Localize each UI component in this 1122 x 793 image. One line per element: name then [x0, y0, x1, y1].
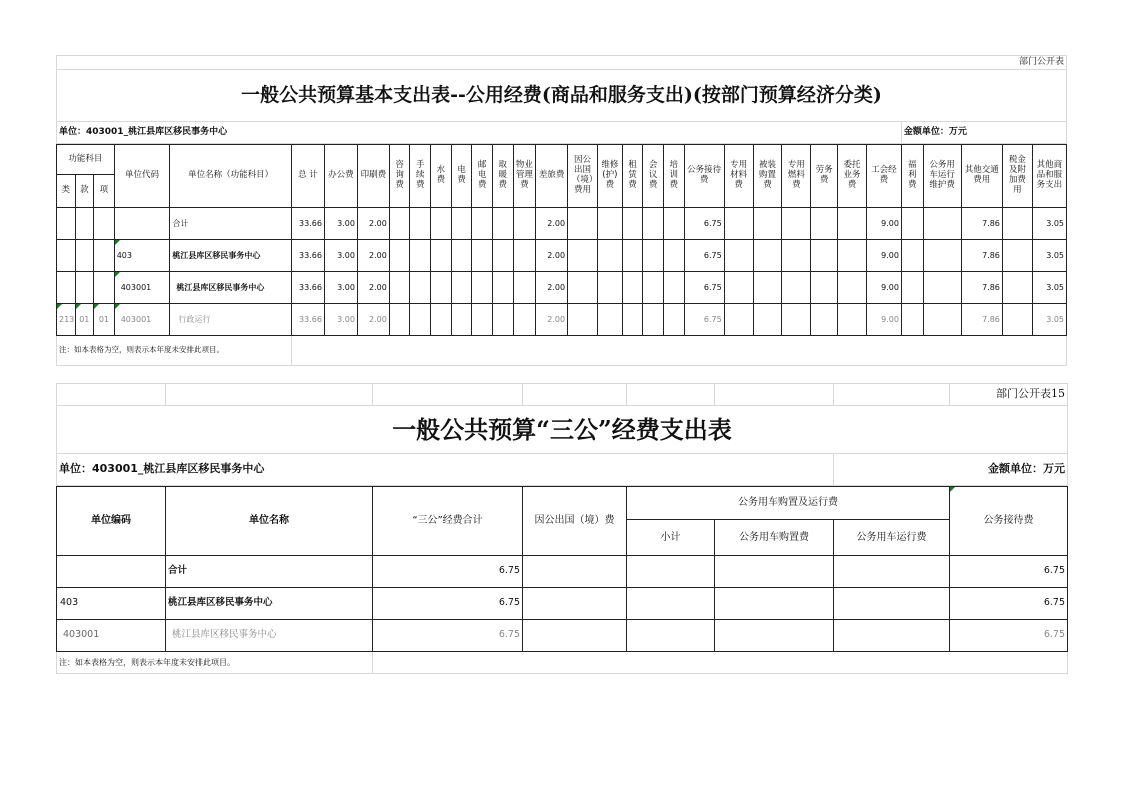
table1-cell-value	[1002, 240, 1032, 272]
table1-cell-value	[724, 208, 753, 240]
table1-cell-value	[568, 304, 598, 336]
table1-cell-value	[923, 208, 961, 240]
table2-header-unit-name: 单位名称	[166, 487, 373, 556]
table1-section	[56, 55, 1067, 366]
table2-cell-reception: 6.75	[950, 588, 1068, 620]
table1-cell-value	[901, 240, 923, 272]
table1-cell-value: 7.86	[961, 272, 1002, 304]
table2-cell-subtotal	[627, 556, 715, 588]
table1-cell-value	[643, 208, 664, 240]
table1-cell-xiang	[94, 272, 115, 304]
table1-cell-kuan	[75, 240, 94, 272]
table2-header-subtotal: 小计	[627, 520, 715, 556]
table1-cell-value: 3.05	[1032, 272, 1066, 304]
table2-cell-code: 403001	[57, 620, 166, 652]
table1-cell-value	[431, 304, 452, 336]
table2-cell-reception: 6.75	[950, 556, 1068, 588]
table1-header-col-22: 福利费	[901, 145, 923, 208]
table2-header-total: “三公”经费合计	[373, 487, 523, 556]
table1-cell-value	[513, 240, 536, 272]
table1-cell-value	[811, 208, 838, 240]
table1-cell-kuan	[75, 272, 94, 304]
table1-cell-value	[923, 240, 961, 272]
table1-title: 一般公共预算基本支出表--公用经费(商品和服务支出)(按部门预算经济分类)	[57, 70, 1067, 122]
table1-cell-value	[663, 240, 684, 272]
table1-cell-value	[643, 272, 664, 304]
table2-header-car-purchase: 公务用车购置费	[715, 520, 834, 556]
table2-cell-code	[57, 556, 166, 588]
table2-cell-abroad	[523, 556, 627, 588]
table2-cell-name: 桃江县库区移民事务中心	[166, 588, 373, 620]
table1-cell-value	[663, 208, 684, 240]
table1-cell-value	[389, 272, 410, 304]
table1-header-col-2: 咨询费	[389, 145, 410, 208]
table1-header-col-25: 税金及附加费用	[1002, 145, 1032, 208]
table1-header-col-0: 办公费	[324, 145, 357, 208]
table1-cell-value	[622, 240, 643, 272]
table1-cell-value	[663, 272, 684, 304]
table1-header-col-9: 差旅费	[536, 145, 568, 208]
table2-row	[57, 556, 1068, 588]
table1-cell-value	[622, 272, 643, 304]
table1-cell-value	[451, 208, 472, 240]
table2-cell-code: 403	[57, 588, 166, 620]
table1-header-col-13: 会议费	[643, 145, 664, 208]
table2-cell-abroad	[523, 620, 627, 652]
table1-cell-value	[622, 208, 643, 240]
table1-cell-xiang: 01	[94, 304, 115, 336]
table1-header-col-17: 被装购置费	[753, 145, 782, 208]
table1-cell-value: 7.86	[961, 304, 1002, 336]
table1-cell-value	[838, 240, 867, 272]
table1-cell-value: 3.00	[324, 240, 357, 272]
table1-cell-value: 9.00	[866, 240, 901, 272]
table1-cell-name: 桃江县库区移民事务中心	[170, 240, 292, 272]
table1-cell-value: 3.00	[324, 304, 357, 336]
table1-header-func-subject: 功能科目	[57, 145, 115, 175]
table2-grid	[56, 486, 1068, 674]
table1-cell-value: 2.00	[536, 272, 568, 304]
table1-header-col-1: 印刷费	[357, 145, 389, 208]
table1-cell-value	[431, 208, 452, 240]
table1-cell-code: 403001	[114, 272, 170, 304]
table1-cell-name: 合计	[170, 208, 292, 240]
table1-cell-value	[472, 208, 493, 240]
table1-cell-value	[901, 272, 923, 304]
table1-header-col-19: 劳务费	[811, 145, 838, 208]
table2-cell-total: 6.75	[373, 556, 523, 588]
table2-unit: 单位：403001_桃江县库区移民事务中心	[57, 454, 834, 486]
table1-header-kuan: 款	[75, 175, 94, 208]
table1-cell-value: 3.05	[1032, 304, 1066, 336]
table1-cell-value: 9.00	[866, 304, 901, 336]
table1-cell-value	[643, 240, 664, 272]
table1-cell-value: 6.75	[684, 272, 724, 304]
table1-header-col-23: 公务用车运行维护费	[923, 145, 961, 208]
table1-cell-value	[1002, 272, 1032, 304]
table1-cell-value	[568, 272, 598, 304]
table2-cell-purchase	[715, 556, 834, 588]
table2-section	[56, 383, 1067, 674]
table1-cell-value	[451, 240, 472, 272]
table1-cell-value: 6.75	[684, 240, 724, 272]
table1-header-col-3: 手续费	[410, 145, 431, 208]
table1-header-col-21: 工会经费	[866, 145, 901, 208]
table1-cell-value	[431, 272, 452, 304]
table1-amount-unit: 金额单位：万元	[901, 122, 1066, 144]
table1-cell-value	[513, 272, 536, 304]
table1-cell-value	[643, 304, 664, 336]
table1-cell-value: 2.00	[357, 304, 389, 336]
table1-cell-value	[568, 240, 598, 272]
table2-amount-unit: 金额单位：万元	[834, 454, 1068, 486]
table1-header-col-20: 委托业务费	[838, 145, 867, 208]
table1-header-col-8: 物业管理费	[513, 145, 536, 208]
table2-header-car-run: 公务用车运行费	[834, 520, 950, 556]
table2-row	[57, 588, 1068, 620]
table2-cell-subtotal	[627, 620, 715, 652]
table1-cell-value	[811, 272, 838, 304]
table1-cell-value	[451, 304, 472, 336]
table1-cell-value	[472, 304, 493, 336]
table1-cell-value	[901, 304, 923, 336]
table2-corner-label: 部门公开表15	[950, 384, 1068, 406]
table1-cell-value	[472, 240, 493, 272]
table1-header-xiang: 项	[94, 175, 115, 208]
table1-cell-value	[1002, 304, 1032, 336]
table1-cell-value: 2.00	[536, 240, 568, 272]
table2-cell-abroad	[523, 588, 627, 620]
table1-cell-total: 33.66	[291, 240, 324, 272]
table1-cell-value	[472, 272, 493, 304]
table2-header-unit-code: 单位编码	[57, 487, 166, 556]
table1-cell-value: 7.86	[961, 208, 1002, 240]
table1-cell-value: 2.00	[536, 208, 568, 240]
table1-row	[57, 240, 1067, 272]
table1-cell-value	[597, 272, 622, 304]
table1-header-col-18: 专用燃料费	[782, 145, 811, 208]
table1-cell-total: 33.66	[291, 304, 324, 336]
table1-cell-value	[1002, 208, 1032, 240]
table1-cell-value	[753, 272, 782, 304]
table1-cell-lei: 213	[57, 304, 76, 336]
table1-cell-value	[410, 240, 431, 272]
table1-cell-value	[513, 208, 536, 240]
table1-cell-value	[389, 304, 410, 336]
table1-cell-value	[811, 304, 838, 336]
table2-note: 注：如本表格为空，则表示本年度未安排此项目。	[57, 652, 373, 674]
table1-cell-value: 3.00	[324, 208, 357, 240]
table1-cell-value	[838, 304, 867, 336]
table2-row	[57, 620, 1068, 652]
table1-cell-value	[410, 208, 431, 240]
table2-cell-run	[834, 556, 950, 588]
table1-row	[57, 208, 1067, 240]
table1-cell-value	[901, 208, 923, 240]
table1-cell-kuan	[75, 208, 94, 240]
table1-cell-kuan: 01	[75, 304, 94, 336]
table1-cell-value	[431, 240, 452, 272]
table1-header-col-10: 因公出国（境）费用	[568, 145, 598, 208]
table1-cell-value	[389, 208, 410, 240]
table1-cell-value	[492, 208, 513, 240]
table1-cell-value	[782, 240, 811, 272]
table1-cell-code: 403	[114, 240, 170, 272]
table1-cell-lei	[57, 240, 76, 272]
table1-cell-value	[410, 272, 431, 304]
table1-cell-lei	[57, 208, 76, 240]
table2-header-abroad: 因公出国（境）费	[523, 487, 627, 556]
table2-cell-name: 桃江县库区移民事务中心	[166, 620, 373, 652]
table2-cell-purchase	[715, 620, 834, 652]
table1-cell-total: 33.66	[291, 272, 324, 304]
table1-header-lei: 类	[57, 175, 76, 208]
table1-cell-value	[838, 272, 867, 304]
table1-cell-value	[513, 304, 536, 336]
table1-cell-value	[597, 240, 622, 272]
table1-header-col-14: 培训费	[663, 145, 684, 208]
table1-cell-value: 3.00	[324, 272, 357, 304]
table1-cell-name: 桃江县库区移民事务中心	[170, 272, 292, 304]
table1-cell-value	[597, 304, 622, 336]
table1-cell-value	[782, 208, 811, 240]
table2-cell-name: 合计	[166, 556, 373, 588]
table1-cell-value	[782, 272, 811, 304]
table2-cell-purchase	[715, 588, 834, 620]
table1-cell-value	[753, 208, 782, 240]
table1-cell-value: 6.75	[684, 208, 724, 240]
table1-cell-value	[663, 304, 684, 336]
table1-cell-value	[782, 304, 811, 336]
table1-header-unit-code: 单位代码	[114, 145, 170, 208]
table1-cell-value	[811, 240, 838, 272]
table2-cell-subtotal	[627, 588, 715, 620]
table1-cell-code: 403001	[114, 304, 170, 336]
table1-cell-xiang	[94, 208, 115, 240]
table1-header-col-7: 取暖费	[492, 145, 513, 208]
table1-header-col-24: 其他交通费用	[961, 145, 1002, 208]
table2-header-reception: 公务接待费	[950, 487, 1068, 556]
table1-cell-value	[410, 304, 431, 336]
table2-cell-total: 6.75	[373, 620, 523, 652]
table1-cell-value	[389, 240, 410, 272]
table1-cell-value	[492, 272, 513, 304]
table1-cell-value	[597, 208, 622, 240]
table1-header-col-26: 其他商品和服务支出	[1032, 145, 1066, 208]
table1-cell-value: 2.00	[357, 240, 389, 272]
table1-grid	[56, 144, 1067, 366]
table1-cell-value	[923, 272, 961, 304]
table1-header-col-4: 水费	[431, 145, 452, 208]
table1-cell-value: 7.86	[961, 240, 1002, 272]
table1-header-col-5: 电费	[451, 145, 472, 208]
table1-unit: 单位：403001_桃江县库区移民事务中心	[57, 122, 902, 144]
table1-cell-value: 2.00	[357, 208, 389, 240]
table1-cell-value	[753, 240, 782, 272]
table1-header-col-15: 公务接待费	[684, 145, 724, 208]
table1-row	[57, 272, 1067, 304]
table1-cell-value	[724, 240, 753, 272]
table1-header-col-16: 专用材料费	[724, 145, 753, 208]
table1-cell-lei	[57, 272, 76, 304]
table2-title: 一般公共预算“三公”经费支出表	[57, 406, 1068, 454]
table1-cell-value: 9.00	[866, 272, 901, 304]
table1-cell-value	[724, 304, 753, 336]
table2-header-car-group: 公务用车购置及运行费	[627, 487, 950, 520]
table1-cell-value	[568, 208, 598, 240]
table1-header-col-12: 租赁费	[622, 145, 643, 208]
table2-cell-reception: 6.75	[950, 620, 1068, 652]
table1-cell-xiang	[94, 240, 115, 272]
table1-cell-value: 9.00	[866, 208, 901, 240]
table1-header-total: 总 计	[291, 145, 324, 208]
table1-cell-name: 行政运行	[170, 304, 292, 336]
table1-cell-value: 2.00	[536, 304, 568, 336]
table1-row	[57, 304, 1067, 336]
table1-header-col-6: 邮电费	[472, 145, 493, 208]
table1-cell-value	[492, 304, 513, 336]
table1-cell-code	[114, 208, 170, 240]
table1-header-col-11: 维修(护)费	[597, 145, 622, 208]
table2-cell-run	[834, 588, 950, 620]
table1-corner-label: 部门公开表	[57, 56, 1067, 70]
table1-cell-value: 6.75	[684, 304, 724, 336]
table1-cell-value	[753, 304, 782, 336]
table1-cell-total: 33.66	[291, 208, 324, 240]
table1-note: 注：如本表格为空，则表示本年度未安排此项目。	[57, 336, 292, 366]
table1-header-unit-name: 单位名称（功能科目）	[170, 145, 292, 208]
table1-cell-value: 3.05	[1032, 208, 1066, 240]
table1-cell-value	[923, 304, 961, 336]
table1-cell-value	[838, 208, 867, 240]
table1-cell-value: 2.00	[357, 272, 389, 304]
table1-cell-value: 3.05	[1032, 240, 1066, 272]
table1-cell-value	[622, 304, 643, 336]
table2-cell-total: 6.75	[373, 588, 523, 620]
table2-cell-run	[834, 620, 950, 652]
table1-cell-value	[492, 240, 513, 272]
table1-cell-value	[451, 272, 472, 304]
table1-cell-value	[724, 272, 753, 304]
